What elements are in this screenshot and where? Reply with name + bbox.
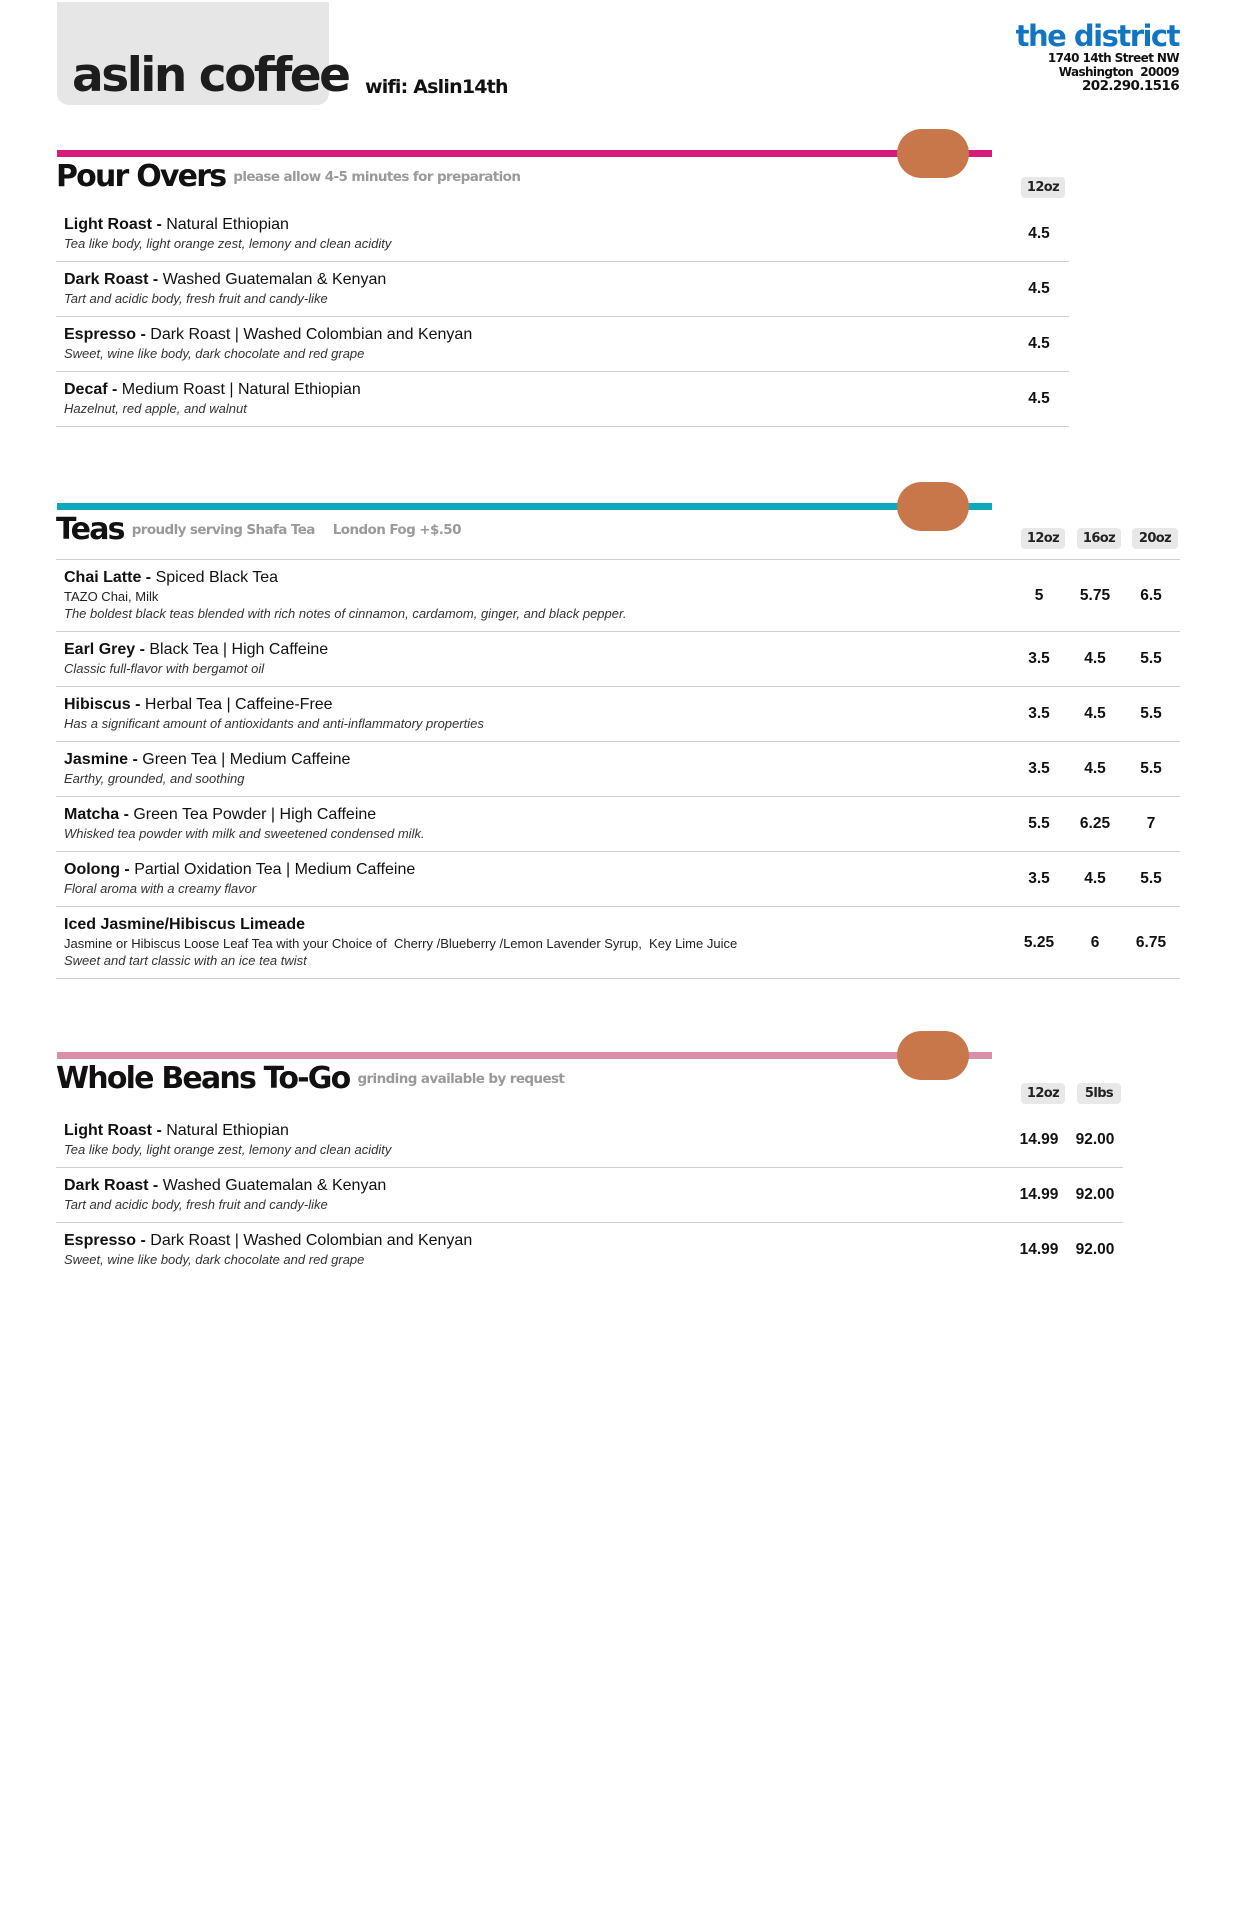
whole-beans-pill — [897, 1031, 969, 1080]
teas-pill — [897, 482, 969, 531]
pour-overs-title-text: Pour Overs — [56, 159, 226, 194]
item-price: 6.25 — [1079, 815, 1111, 832]
size-badge: 5lbs — [1077, 1083, 1121, 1104]
location-block — [1015, 19, 1179, 94]
pour-overs-bar — [57, 150, 992, 157]
item-description: Tart and acidic body, fresh fruit and candy-like — [64, 291, 328, 306]
item-price: 5.25 — [1023, 934, 1055, 951]
list-item — [56, 742, 1180, 797]
pour-overs-list — [56, 207, 1069, 427]
location-city: Washington 20009 — [1058, 65, 1179, 79]
list-item — [56, 262, 1069, 317]
item-name: Espresso - — [64, 326, 146, 343]
list-item — [56, 632, 1180, 687]
item-price: 4.5 — [1084, 705, 1106, 722]
item-subtitle: Dark Roast | Washed Colombian and Kenyan — [145, 326, 473, 343]
item-subtitle: Spiced Black Tea — [151, 569, 279, 586]
list-item — [56, 687, 1180, 742]
location-name: the district — [1015, 19, 1179, 53]
item-price: 14.99 — [1019, 1241, 1059, 1258]
item-subtitle: Dark Roast | Washed Colombian and Kenyan — [145, 1232, 473, 1249]
item-description: Tea like body, light orange zest, lemony and clean acidity — [64, 236, 392, 251]
pour-overs-note: please allow 4-5 minutes for preparation — [233, 168, 521, 185]
whole-beans-title-text: Whole Beans To-Go — [56, 1061, 350, 1096]
item-name: Matcha - — [64, 806, 129, 823]
list-item — [56, 1223, 1123, 1278]
item-name: Light Roast - — [64, 1122, 162, 1139]
item-price: 6.75 — [1135, 934, 1167, 951]
item-subtitle: Black Tea | High Caffeine — [144, 641, 329, 658]
location-street: 1740 14th Street NW — [1047, 51, 1179, 65]
teas-list — [56, 559, 1180, 979]
item-price: 4.5 — [1028, 335, 1050, 352]
item-price: 5.5 — [1140, 705, 1162, 722]
item-description: The boldest black teas blended with rich notes of cinnamon, cardamom, ginger, and black pepper. — [64, 606, 627, 621]
item-price: 14.99 — [1019, 1186, 1059, 1203]
size-badge: 20oz — [1132, 528, 1178, 549]
item-name: Oolong - — [64, 861, 130, 878]
item-description: Sweet, wine like body, dark chocolate and red grape — [64, 1252, 365, 1267]
item-price: 5 — [1034, 587, 1044, 604]
whole-beans-bar — [57, 1052, 992, 1059]
item-name: Chai Latte - — [64, 569, 152, 586]
item-price: 4.5 — [1028, 280, 1050, 297]
item-description: Tea like body, light orange zest, lemony and clean acidity — [64, 1142, 392, 1157]
item-price: 4.5 — [1084, 870, 1106, 887]
whole-beans-note: grinding available by request — [357, 1070, 565, 1087]
item-price: 4.5 — [1028, 225, 1050, 242]
item-price: 5.5 — [1140, 760, 1162, 777]
item-description: Sweet and tart classic with an ice tea twist — [64, 953, 307, 968]
item-price: 7 — [1146, 815, 1156, 832]
item-subtitle: Washed Guatemalan & Kenyan — [158, 1177, 387, 1194]
teas-title — [56, 512, 461, 547]
item-price: 4.5 — [1084, 650, 1106, 667]
list-item — [56, 907, 1180, 979]
list-item — [56, 559, 1180, 632]
item-name: Decaf - — [64, 381, 118, 398]
size-badge: 12oz — [1021, 1083, 1065, 1104]
size-badge: 12oz — [1021, 528, 1065, 549]
brand-logo: aslin coffee — [72, 48, 349, 103]
item-description: Classic full-flavor with bergamot oil — [64, 661, 265, 676]
item-subtitle: Partial Oxidation Tea | Medium Caffeine — [129, 861, 416, 878]
item-subtitle: Herbal Tea | Caffeine-Free — [140, 696, 333, 713]
pour-overs-pill — [897, 129, 969, 178]
item-price: 92.00 — [1075, 1131, 1115, 1148]
item-description: Floral aroma with a creamy flavor — [64, 881, 257, 896]
teas-bar — [57, 503, 992, 510]
item-price: 3.5 — [1028, 870, 1050, 887]
item-price: 5.5 — [1140, 870, 1162, 887]
pour-overs-title — [56, 159, 521, 194]
item-description: Has a significant amount of antioxidants and anti-inflammatory properties — [64, 716, 484, 731]
item-subtitle: Washed Guatemalan & Kenyan — [158, 271, 387, 288]
item-name: Iced Jasmine/Hibiscus Limeade — [64, 916, 305, 933]
item-price: 3.5 — [1028, 760, 1050, 777]
item-description: Sweet, wine like body, dark chocolate and red grape — [64, 346, 365, 361]
item-price: 3.5 — [1028, 650, 1050, 667]
item-ingredients: Jasmine or Hibiscus Loose Leaf Tea with your Choice of Cherry /Blueberry /Lemon Lavender Syrup, Key Lime Juice — [64, 936, 738, 951]
item-price: 5.75 — [1079, 587, 1111, 604]
item-price: 4.5 — [1028, 390, 1050, 407]
item-description: Tart and acidic body, fresh fruit and candy-like — [64, 1197, 328, 1212]
item-description: Hazelnut, red apple, and walnut — [64, 401, 247, 416]
item-price: 6.5 — [1140, 587, 1162, 604]
location-phone: 202.290.1516 — [1082, 78, 1179, 94]
item-description: Earthy, grounded, and soothing — [64, 771, 245, 786]
item-price: 5.5 — [1140, 650, 1162, 667]
item-name: Dark Roast - — [64, 1177, 159, 1194]
list-item — [56, 1113, 1123, 1168]
item-name: Espresso - — [64, 1232, 146, 1249]
wifi-info: wifi: Aslin14th — [365, 76, 508, 98]
item-name: Dark Roast - — [64, 271, 159, 288]
teas-note: proudly serving Shafa Tea — [131, 521, 315, 538]
item-subtitle: Green Tea | Medium Caffeine — [137, 751, 351, 768]
item-subtitle: Natural Ethiopian — [161, 1122, 289, 1139]
item-subtitle: Medium Roast | Natural Ethiopian — [117, 381, 361, 398]
item-price: 3.5 — [1028, 705, 1050, 722]
item-price: 14.99 — [1019, 1131, 1059, 1148]
whole-beans-title — [56, 1061, 565, 1096]
item-name: Hibiscus - — [64, 696, 141, 713]
list-item — [56, 317, 1069, 372]
item-ingredients: TAZO Chai, Milk — [64, 589, 159, 604]
list-item — [56, 852, 1180, 907]
item-subtitle: Natural Ethiopian — [161, 216, 289, 233]
teas-title-text: Teas — [56, 512, 124, 547]
size-badge: 12oz — [1021, 177, 1065, 198]
teas-note-london-fog: London Fog +$.50 — [332, 521, 461, 538]
list-item — [56, 372, 1069, 427]
list-item — [56, 1168, 1123, 1223]
item-price: 5.5 — [1028, 815, 1050, 832]
item-name: Light Roast - — [64, 216, 162, 233]
item-subtitle: Green Tea Powder | High Caffeine — [128, 806, 377, 823]
whole-beans-list — [56, 1113, 1123, 1278]
item-name: Jasmine - — [64, 751, 138, 768]
list-item — [56, 797, 1180, 852]
item-price: 92.00 — [1075, 1186, 1115, 1203]
item-price: 6 — [1090, 934, 1100, 951]
item-name: Earl Grey - — [64, 641, 145, 658]
size-badge: 16oz — [1077, 528, 1121, 549]
item-price: 92.00 — [1075, 1241, 1115, 1258]
item-price: 4.5 — [1084, 760, 1106, 777]
list-item — [56, 207, 1069, 262]
item-description: Whisked tea powder with milk and sweetened condensed milk. — [64, 826, 425, 841]
